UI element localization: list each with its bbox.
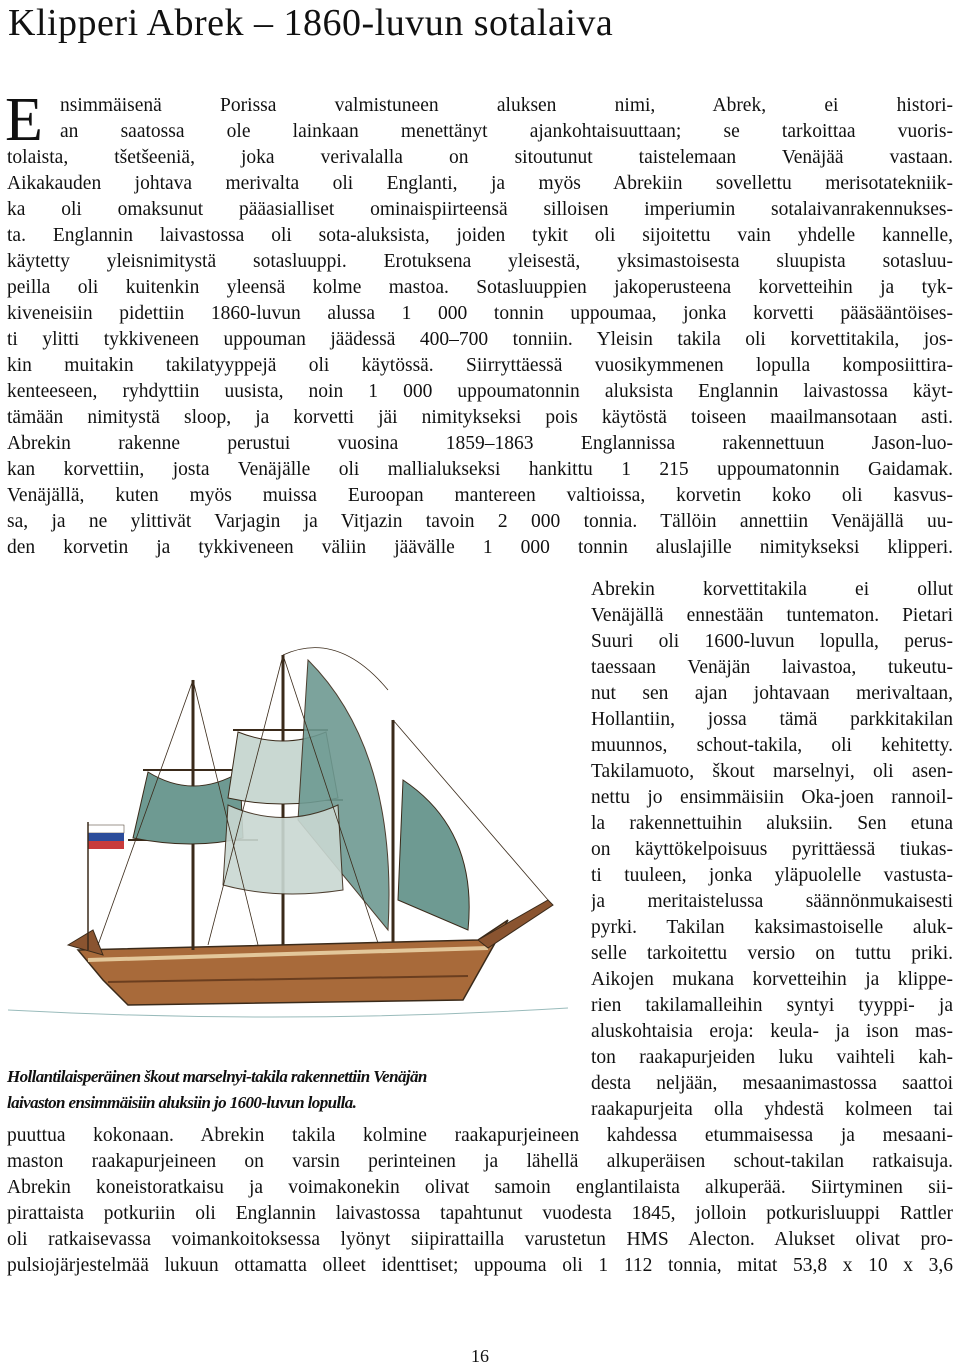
text-line: Aikakauden johtava merivalta oli Englanti, ja myös Abrekiin sovellettu merisotatekniik- <box>7 173 953 194</box>
text-line: ton raakapurjeiden luku vaihteli kah- <box>591 1047 953 1068</box>
text-line: maston raakapurjeineen on varsin perinteinen ja lähellä alkuperäisen schout-takilan ratkaisuja. <box>7 1151 953 1172</box>
drop-cap: E <box>5 86 43 154</box>
caption-line: laivaston ensimmäisiin aluksiin jo 1600-luvun lopulla. <box>7 1093 357 1112</box>
text-line: Hollantiin, jossa tämä parkkitakilan <box>591 709 953 730</box>
text-line: oli ratkaisevassa voimankoitoksessa lyönyt siipirattailla varustetun HMS Alecton. Alukset olivat pro- <box>7 1229 953 1250</box>
text-line: Aikojen mukana korvetteihin ja klippe- <box>591 969 953 990</box>
text-line: kin muitakin takilatyyppejä oli käytössä. Siirryttäessä vuosikymmenen lopulla komposiittira- <box>7 355 953 376</box>
text-line: tolaista, tšetšeeniä, joka verivalalla on sitoutunut taistelemaan Venäjää vastaan. <box>7 147 953 168</box>
text-line: Abrekin rakenne perustui vuosina 1859–1863 Englannissa rakennettuun Jason-luo- <box>7 433 953 454</box>
text-line: kenteeseen, ryhdyttiin uusista, noin 1 000 uppoumatonnin aluksista Englannin laivastossa käyt- <box>7 381 953 402</box>
text-line: peilla oli kuitenkin yleensä kolme mastoa. Sotasluuppien jakoperusteena korvetteihin ja tyk- <box>7 277 953 298</box>
text-line: an saatossa ole lainkaan menettänyt ajankohtaisuuttaan; se tarkoittaa vuoris- <box>60 121 953 142</box>
page-number: 16 <box>471 1346 489 1366</box>
caption-line: Hollantilaisperäinen škout marselnyi-takila rakennettiin Venäjän <box>7 1067 427 1086</box>
text-line: nettu jo ensimmäisiin Oka-joen rannoil- <box>591 787 953 808</box>
ship-hull <box>68 900 553 1005</box>
text-line: raakapurjeita olla yhdestä kolmeen tai <box>591 1099 953 1120</box>
text-line: Venäjällä ennestään tuntematon. Pietari <box>591 605 953 626</box>
text-line: nut sen ajan johtavaan merivaltaan, <box>591 683 953 704</box>
page-title: Klipperi Abrek – 1860-luvun sotalaiva <box>8 2 614 44</box>
ship-sails <box>133 660 469 930</box>
text-line: kiveneisiin pidettiin 1860-luvun alussa 1 000 tonnin uppoumaa, jonka korvetti pääsääntöises- <box>7 303 953 324</box>
text-line: on käyttökelpoisuus pyrittäessä tiukas- <box>591 839 953 860</box>
text-line: Venäjällä, kuten myös muissa Euroopan mantereen valtioissa, korvetin koko oli kasvus- <box>7 485 953 506</box>
text-line: sa, ja ne ylittivät Varjagin ja Vitjazin tavoin 2 000 tonnia. Tällöin annettiin Venäjällä uu- <box>7 511 953 532</box>
text-line: la rakennettuihin aluksiin. Sen etuna <box>591 813 953 834</box>
text-line: desta neljään, mesaanimastossa saattoi <box>591 1073 953 1094</box>
text-line: den korvetin ja tykkiveneen väliin jäävälle 1 000 tonnin aluslajille nimitykseksi klipperi. <box>7 537 953 558</box>
text-line: ja meritaistelussa säännönmukaisesti <box>591 891 953 912</box>
text-line: pulsiojärjestelmää lukuun ottamatta olleet identtiset; uppouma oli 1 112 tonnia, mitat 53,8 x 10 x 3,6 <box>7 1255 953 1276</box>
text-line: Takilamuoto, škout marselnyi, oli asen- <box>591 761 953 782</box>
text-line: taessaan Venäjän laivastoa, tukeutu- <box>591 657 953 678</box>
text-line: nsimmäisenä Porissa valmistuneen aluksen nimi, Abrek, ei histori- <box>60 95 953 116</box>
text-line: Abrekin koneistoratkaisu ja voimakonekin olivat samoin englantilaista alkuperää. Siirtyminen sii- <box>7 1177 953 1198</box>
text-line: rien takilamalleihin syntyi tyyppi- ja <box>591 995 953 1016</box>
text-line: ti ylitti tykkiveneen uppouman jäädessä 400–700 tonniin. Yleisin takila oli korvettitakila, jos- <box>7 329 953 350</box>
text-line: ti tuuleen, jonka yläpuolelle vastusta- <box>591 865 953 886</box>
text-line: käytetty yleisnimitystä sotasluuppi. Erotuksena yleisestä, yksimastoisesta sluupista sotasluu- <box>7 251 953 272</box>
text-line: tämään nimitystä sloop, ja korvetti jäi nimitykseksi pois käytöstä toiseen maailmansotaan asti. <box>7 407 953 428</box>
text-line: muunnos, schout-takila, oli kehitetty. <box>591 735 953 756</box>
text-line: puuttua kokonaan. Abrekin takila kolmine raakapurjeineen kahdessa etummaisessa ja mesaani- <box>7 1125 953 1146</box>
text-line: Suuri oli 1600-luvun lopulla, perus- <box>591 631 953 652</box>
text-line: pyrki. Takilan kaksimastoiselle aluk- <box>591 917 953 938</box>
text-line: pirattaista potkuriin oli Englannin laivastossa tapahtunut vuodesta 1845, jolloin potkurisluuppi Rattler <box>7 1203 953 1224</box>
text-line: kan korvettiin, josta Venäjälle oli mallialukseksi hankittu 1 215 uppoumatonnin Gaidamak. <box>7 459 953 480</box>
text-line: ta. Englannin laivastossa oli sota-aluksista, joiden tykit oli sijoitettu vain yhdelle kannelle, <box>7 225 953 246</box>
text-line: ka oli omaksunut pääasialliset ominaispiirteensä silloisen imperiumin sotalaivanrakennukses- <box>7 199 953 220</box>
text-line: Abrekin korvettitakila ei ollut <box>591 579 953 600</box>
text-line: selle tarkoitettu versio on tuttu priki. <box>591 943 953 964</box>
water-line <box>8 1008 568 1017</box>
ship-illustration <box>8 600 568 1060</box>
text-line: aluskohtaisia eroja: keula- ja ison mas- <box>591 1021 953 1042</box>
